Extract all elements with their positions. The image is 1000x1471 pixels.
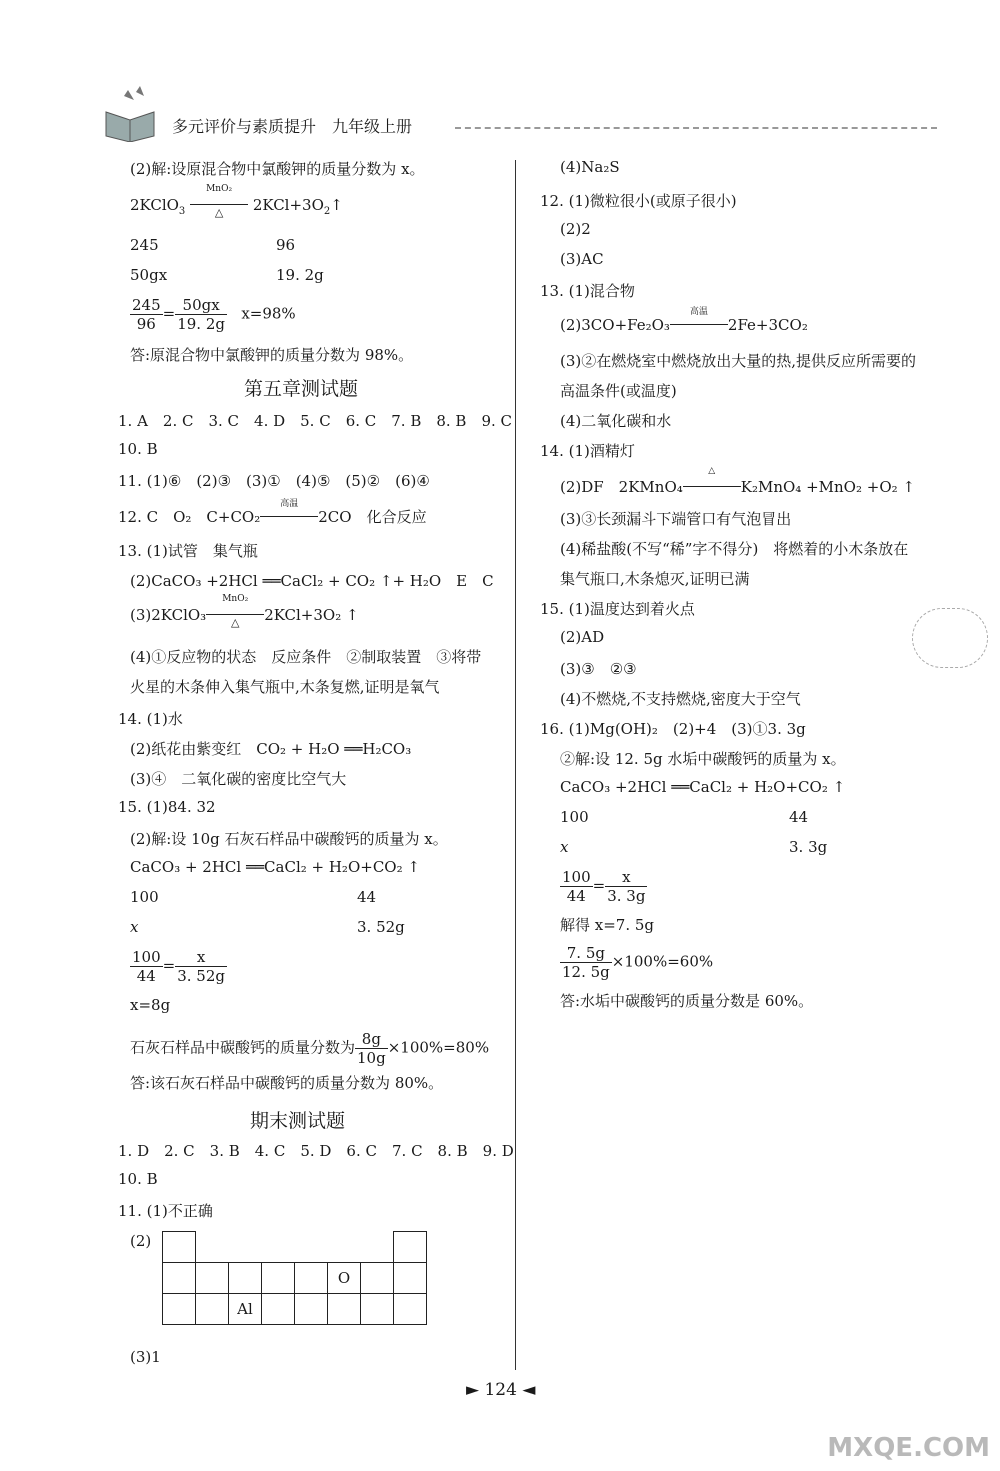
- text-line: (2)解:设原混合物中氯酸钾的质量分数为 x。: [130, 160, 425, 178]
- answer-line: 12. C O₂ C+CO₂ 高温 2CO 化合反应: [118, 499, 427, 526]
- answer-line: (3)②在燃烧室中燃烧放出大量的热,提供反应所需要的: [560, 352, 917, 370]
- answer-line: (3)AC: [560, 250, 604, 268]
- book-logo-icon: [100, 82, 160, 142]
- answer-line: 11. (1)不正确: [118, 1202, 213, 1220]
- equation-line: (2)CaCO₃ +2HCl ══CaCl₂ + CO₂ ↑+ H₂O E C: [130, 572, 494, 590]
- answer-line: ②解:设 12. 5g 水垢中碳酸钙的质量为 x。: [560, 750, 846, 768]
- answer-line: 15. (1)84. 32: [118, 798, 216, 816]
- mass-value: 3. 52g: [357, 918, 405, 936]
- answer-line: (4)①反应物的状态 反应条件 ②制取装置 ③将带: [130, 648, 482, 666]
- answer-line: 集气瓶口,木条熄灭,证明已满: [560, 570, 750, 588]
- answer-line: (3)③ ②③: [560, 660, 637, 678]
- answer-line: (4)Na₂S: [560, 158, 620, 176]
- equation-line: CaCO₃ +2HCl ══CaCl₂ + H₂O+CO₂ ↑: [560, 778, 846, 796]
- mass-value: 245: [130, 236, 159, 254]
- answer-line: 15. (1)温度达到着火点: [540, 600, 695, 618]
- answer-line: 16. (1)Mg(OH)₂ (2)+4 (3)①3. 3g: [540, 720, 806, 738]
- answer-line: 14. (1)酒精灯: [540, 442, 635, 460]
- answer-line: (4)稀盐酸(不写“稀”字不得分) 将燃着的小木条放在: [560, 540, 909, 558]
- periodic-table-grid: [162, 1231, 427, 1325]
- answer-line: 13. (1)混合物: [540, 282, 635, 300]
- section-title: 第五章测试题: [244, 378, 359, 400]
- answer-line: (2)AD: [560, 628, 605, 646]
- proportion-line: $\frac{245}{96}$ = $\frac{50gx}{19. 2g}$ x=98%: [132, 296, 296, 333]
- equation-line: (2)纸花由紫变红 CO₂ + H₂O ══H₂CO₃: [130, 740, 412, 758]
- mass-value: 50gx: [130, 266, 168, 284]
- proportion-line: $\frac{100}{44}$ = $\frac{x}{3. 3g}$: [562, 868, 646, 905]
- answer-line: 答:水垢中碳酸钙的质量分数是 60%。: [560, 992, 814, 1010]
- answer-line: (4)二氧化碳和水: [560, 412, 672, 430]
- answer-line: 14. (1)水: [118, 710, 183, 728]
- answer-line: 10. B: [118, 1170, 158, 1188]
- mass-value: x: [560, 838, 569, 856]
- equation-line: 2KClO$_3$ MnO₂ △ $2KCl+3O_2↑$: [130, 184, 343, 219]
- page-number: ► 124 ◄: [466, 1380, 536, 1400]
- answer-line: (2)解:设 10g 石灰石样品中碳酸钙的质量为 x。: [130, 830, 448, 848]
- equation-line: (3)2KClO₃ MnO₂ △ 2KCl+3O₂ ↑: [130, 594, 359, 629]
- equation-line: (2)3CO+Fe₂O₃ 高温 2Fe+3CO₂: [560, 307, 808, 334]
- mass-value: x: [130, 918, 139, 936]
- mass-value: 44: [357, 888, 377, 906]
- answer-line: (3)③长颈漏斗下端管口有气泡冒出: [560, 510, 792, 528]
- answer-line: 1. D 2. C 3. B 4. C 5. D 6. C 7. C 8. B 9. D: [118, 1142, 514, 1160]
- answer-line: 高温条件(或温度): [560, 382, 677, 400]
- answer-line: (3)1: [130, 1348, 161, 1366]
- mass-value: 96: [276, 236, 296, 254]
- answer-line: (3)④ 二氧化碳的密度比空气大: [130, 770, 347, 788]
- mass-value: 100: [560, 808, 589, 826]
- cell-oxygen: O: [328, 1263, 361, 1294]
- answer-line: 10. B: [118, 440, 158, 458]
- answer-line: 11. (1)⑥ (2)③ (3)① (4)⑤ (5)② (6)④: [118, 472, 430, 490]
- column-divider: [515, 160, 516, 1370]
- mass-value: 3. 3g: [789, 838, 828, 856]
- answer-line: 13. (1)试管 集气瓶: [118, 542, 258, 560]
- proportion-line: $\frac{100}{44}$ = $\frac{x}{3. 52g}$: [132, 948, 225, 985]
- header-dashed-rule: [455, 127, 937, 129]
- stamp-mark: [912, 608, 988, 668]
- header-title: 多元评价与素质提升 九年级上册: [172, 117, 413, 136]
- answer-line: 答:该石灰石样品中碳酸钙的质量分数为 80%。: [130, 1074, 444, 1092]
- cell-aluminum: Al: [229, 1294, 262, 1325]
- watermark: MXQE.COM: [827, 1433, 990, 1463]
- section-title: 期末测试题: [250, 1110, 346, 1132]
- proportion-line: $\frac{7. 5g}{12. 5g}$ ×100%=60%: [562, 944, 714, 981]
- answer-line: (2): [130, 1232, 152, 1250]
- answer-line: (4)不燃烧,不支持燃烧,密度大于空气: [560, 690, 801, 708]
- answer-line: (2)2: [560, 220, 591, 238]
- equation-line: CaCO₃ + 2HCl ══CaCl₂ + H₂O+CO₂ ↑: [130, 858, 420, 876]
- mass-value: 100: [130, 888, 159, 906]
- answer-line: 石灰石样品中碳酸钙的质量分数为 $\frac{8g}{10g}$ ×100%=80%: [130, 1030, 490, 1067]
- answer-line: x=8g: [130, 996, 171, 1014]
- mass-value: 44: [789, 808, 809, 826]
- answer-line: 答:原混合物中氯酸钾的质量分数为 98%。: [130, 346, 414, 364]
- answer-line: 火星的木条伸入集气瓶中,木条复燃,证明是氧气: [130, 678, 440, 696]
- equation-line: (2)DF 2KMnO₄ △ K₂MnO₄ +MnO₂ +O₂ ↑: [560, 466, 915, 496]
- answer-line: 解得 x=7. 5g: [560, 916, 655, 934]
- answer-line: 1. A 2. C 3. C 4. D 5. C 6. C 7. B 8. B 9. C: [118, 412, 513, 430]
- answer-line: 12. (1)微粒很小(或原子很小): [540, 192, 737, 210]
- mass-value: 19. 2g: [276, 266, 324, 284]
